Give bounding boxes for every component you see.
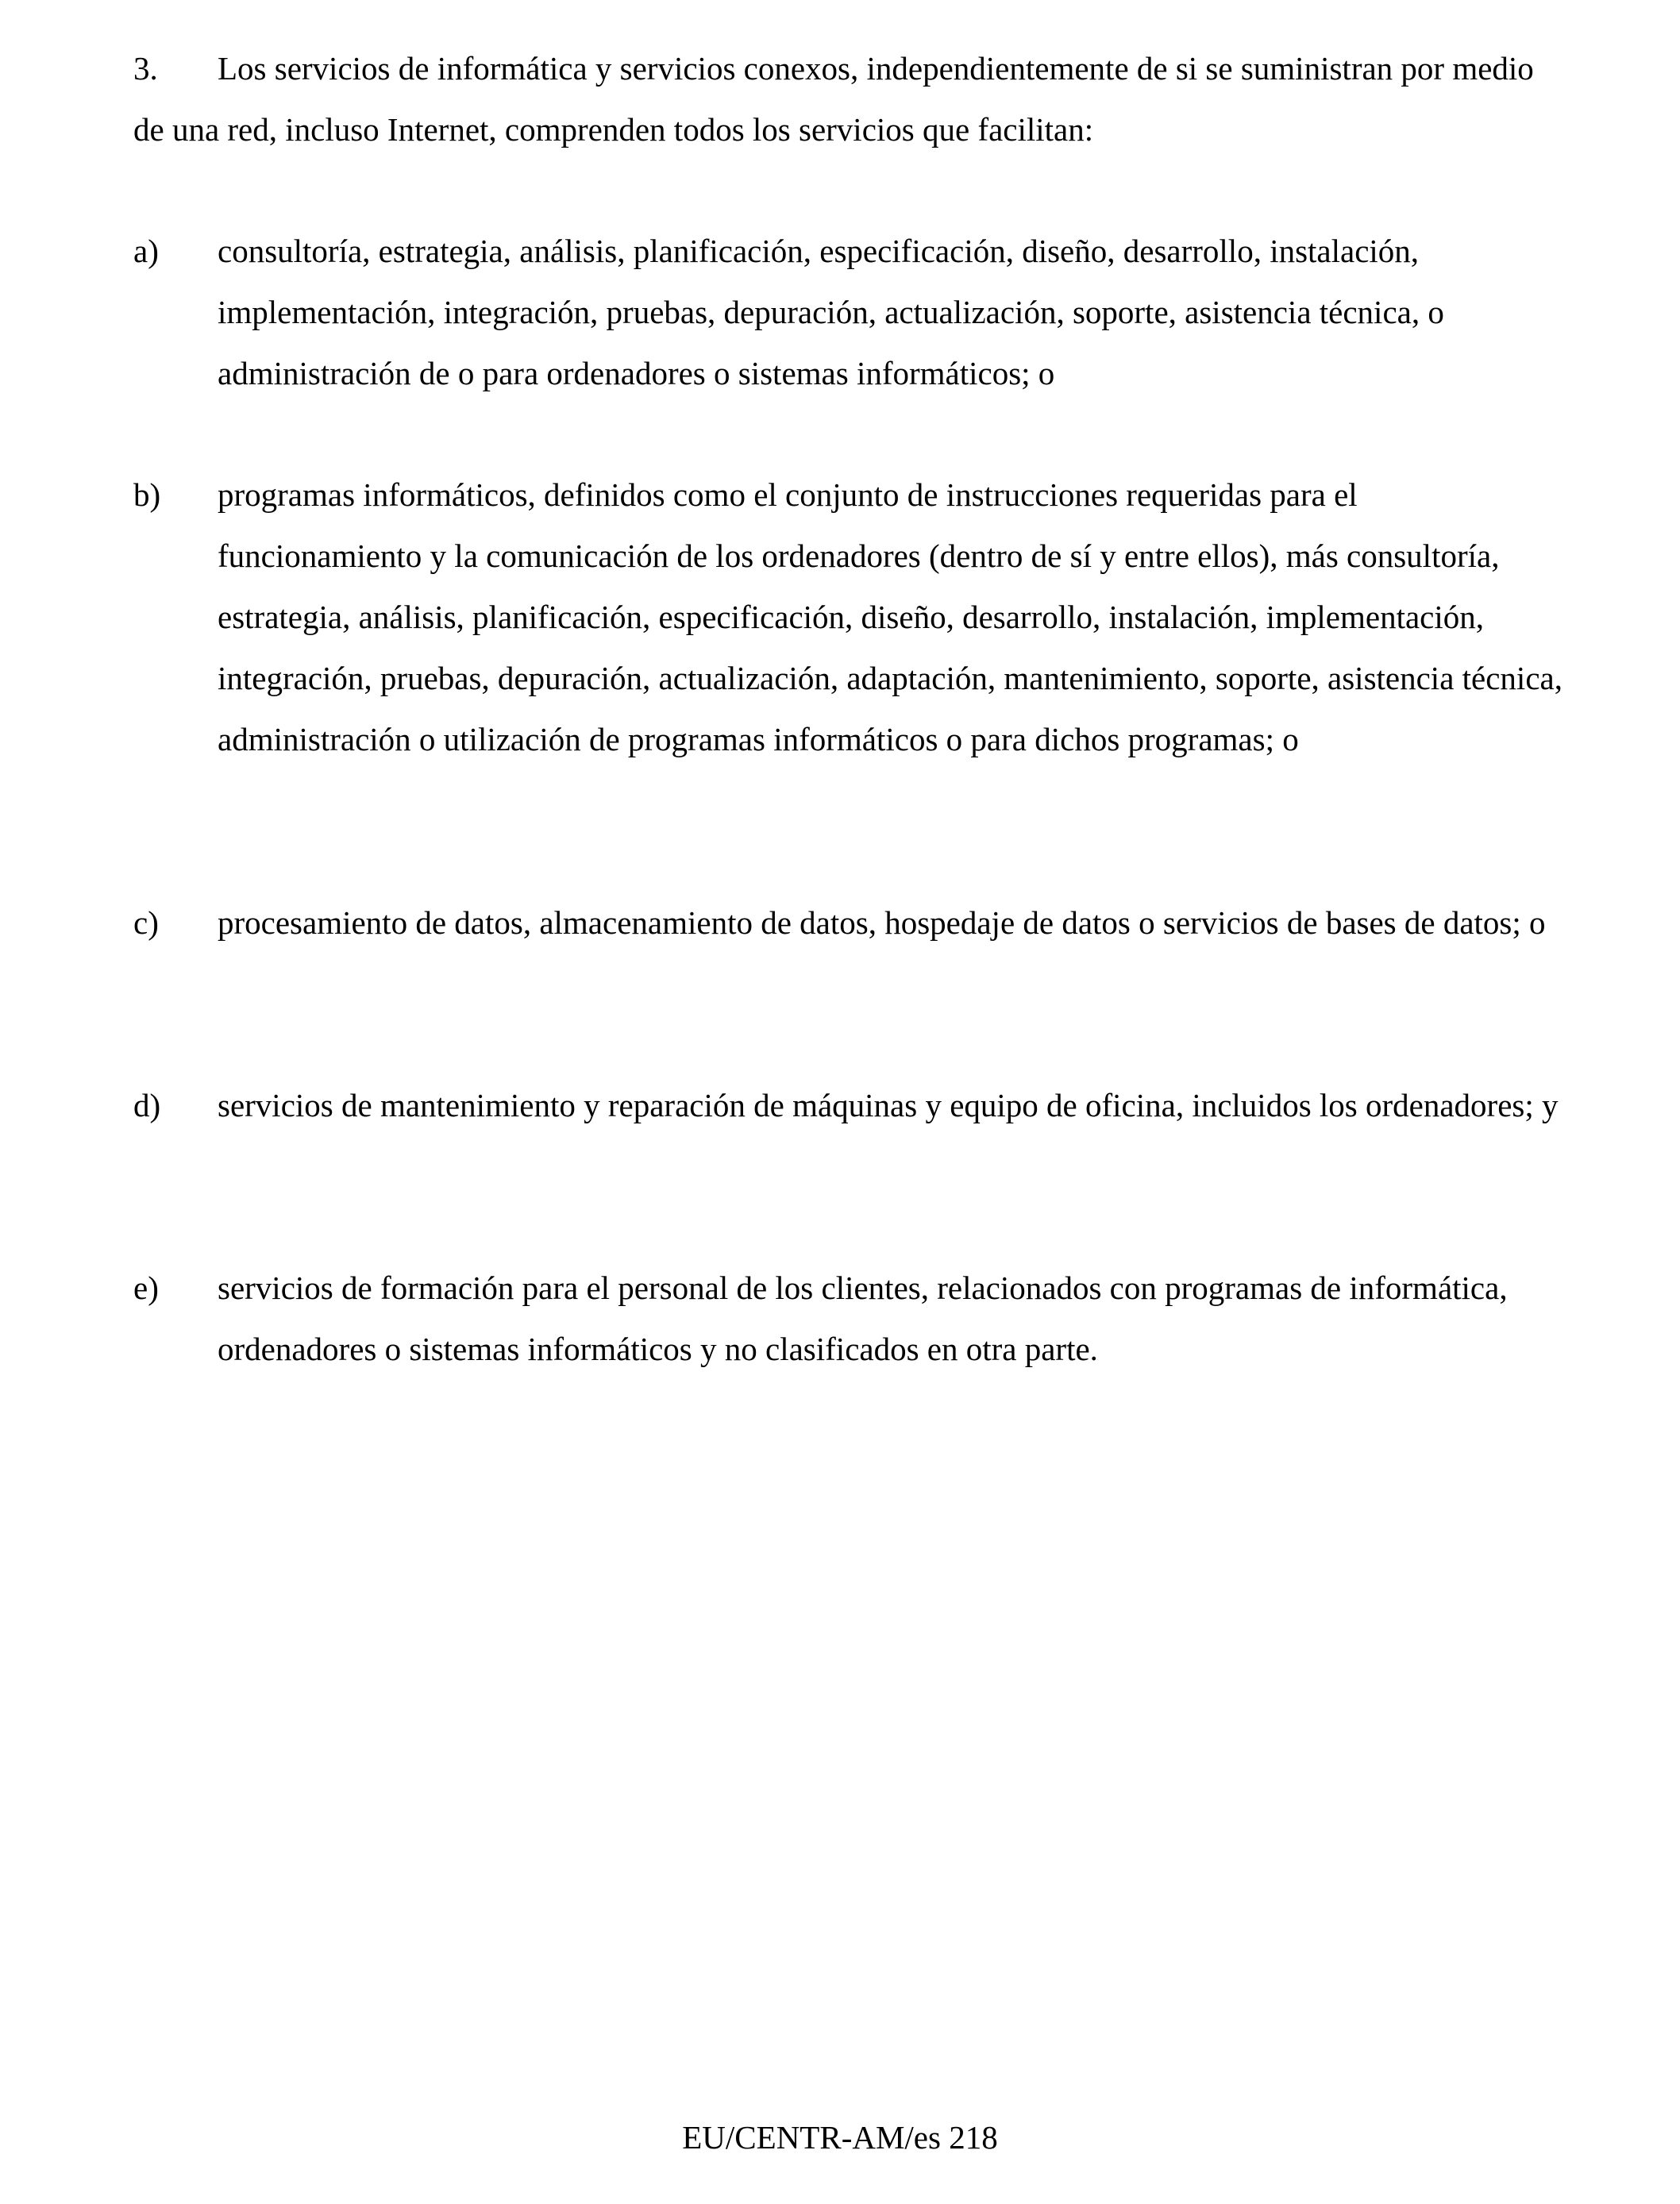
list-item-text: servicios de mantenimiento y reparación de máquinas y equipo de oficina, incluidos los ordenadores; y — [218, 1087, 1559, 1123]
list-item-text: servicios de formación para el personal de los clientes, relacionados con programas de informática, ordenadores o sistemas informáticos y no clasificados en otra parte. — [218, 1270, 1508, 1367]
list-item-c — [133, 892, 1562, 954]
list-item-label: c) — [133, 904, 159, 941]
list-item-d — [133, 1075, 1562, 1136]
list-item-e — [133, 1258, 1562, 1380]
list-item-label: b) — [133, 476, 161, 513]
list-item-text: programas informáticos, definidos como el conjunto de instrucciones requeridas para el funcionamiento y la comunicación de los ordenadores (dentro de sí y entre ellos), más consultoría, estrategia, análisis, planificación, especificación, diseño, desarrollo, instalación, implementación, integración, pruebas, depuración, actualización, adaptación, mantenimiento, soporte, asistencia técnica, administración o utilización de programas informáticos o para dichos programas; o — [218, 476, 1562, 757]
paragraph-number: 3. — [133, 50, 158, 87]
paragraph-3 — [133, 38, 1562, 160]
list-item-label: a) — [133, 233, 159, 269]
page-footer-reference: EU/CENTR-AM/es 218 — [682, 2119, 998, 2156]
list-item-text: consultoría, estrategia, análisis, planificación, especificación, diseño, desarrollo, instalación, implementación, integración, pruebas, depuración, actualización, soporte, asistencia técnica, o administración de o para ordenadores o sistemas informáticos; o — [218, 233, 1444, 391]
list-item-a — [133, 221, 1562, 404]
list-item-label: d) — [133, 1087, 161, 1123]
paragraph-text: Los servicios de informática y servicios conexos, independientemente de si se suministran por medio de una red, incluso Internet, comprenden todos los servicios que facilitan: — [133, 50, 1534, 148]
list-item-label: e) — [133, 1270, 159, 1306]
list-item-text: procesamiento de datos, almacenamiento de datos, hospedaje de datos o servicios de bases de datos; o — [218, 904, 1546, 941]
list-item-b — [133, 464, 1562, 770]
